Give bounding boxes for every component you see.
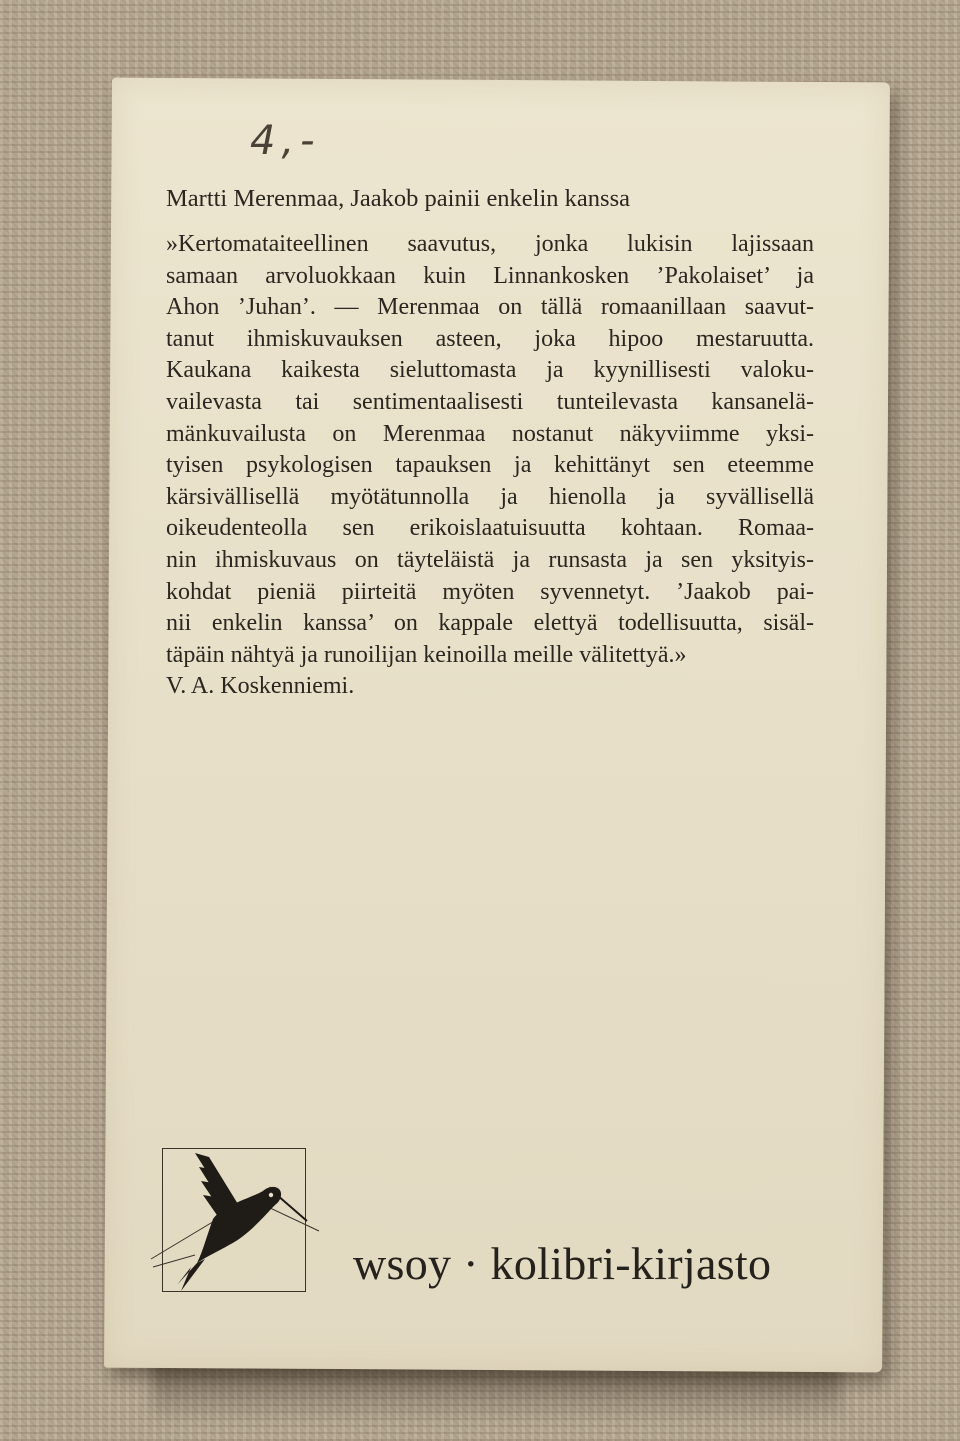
blurb-line: nii enkelin kanssa’ on kappale elettyä todellisuutta, sisäl-	[166, 610, 814, 637]
publisher-name: wsoy · kolibri-kirjasto	[353, 1238, 772, 1289]
handwritten-price: 4,-	[250, 118, 321, 164]
blurb-line: nin ihmiskuvaus on täyteläistä ja runsasta ja sen yksityis-	[166, 546, 814, 573]
blurb-line: täpäin nähtyä ja runoilijan keinoilla meille välitettyä.»	[166, 641, 687, 668]
blurb-line: kohdat pieniä piirteitä myöten syvennetyt. ’Jaakob pai-	[166, 578, 814, 605]
blurb-line: »Kertomataiteellinen saavutus, jonka lukisin lajissaan	[166, 231, 814, 257]
blurb-line: samaan arvoluokkaan kuin Linnankosken ’Pakolaiset’ ja	[166, 262, 814, 289]
blurb-line: oikeudenteolla sen erikoislaatuisuutta kohtaan. Romaa-	[166, 515, 814, 542]
cover-text	[166, 183, 814, 703]
blurb-line: mänkuvailusta on Merenmaa nostanut näkyviimme yksi-	[166, 420, 814, 447]
blurb-line: vailevasta tai sentimentaalisesti tunteilevasta kansanelä-	[166, 388, 814, 415]
blurb-line: Kaukana kaikesta sieluttomasta ja kyynillisesti valoku-	[166, 357, 814, 384]
hummingbird-logo-icon	[162, 1148, 306, 1292]
blurb-line: Ahon ’Juhan’. — Merenmaa on tällä romaanillaan saavut-	[166, 294, 814, 321]
blurb-line: tyisen psykologisen tapauksen ja kehittänyt sen eteemme	[166, 452, 814, 479]
review-blurb	[166, 229, 814, 703]
book-title: Martti Merenmaa, Jaakob painii enkelin kanssa	[166, 185, 630, 212]
blurb-attribution: V. A. Koskenniemi.	[166, 673, 355, 700]
blurb-line: tanut ihmiskuvauksen asteen, joka hipoo mestaruutta.	[166, 325, 814, 352]
blurb-line: kärsivällisellä myötätunnolla ja hienolla ja syvällisellä	[166, 483, 814, 510]
